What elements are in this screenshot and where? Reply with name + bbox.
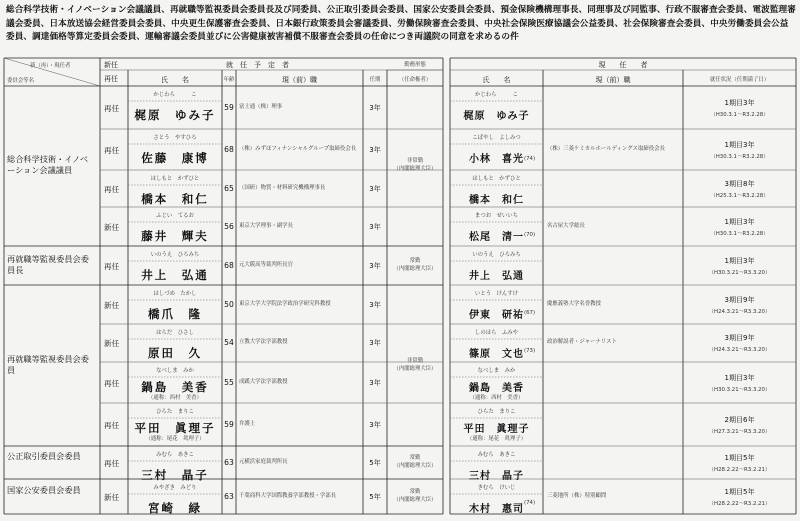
nominee-alias: （通称：尾花 眞理子）	[145, 436, 205, 442]
term-dates: （H30.3.21～R3.3.20）	[708, 269, 771, 276]
current-age: (73)	[524, 348, 536, 354]
nominee-age: 68	[224, 144, 234, 154]
term: 3年	[369, 145, 381, 154]
nominee-name: 鍋島 美香	[141, 380, 209, 394]
committee-name: 国家公安委員会委員	[7, 484, 81, 495]
nominee-name: 三村 晶子	[141, 468, 209, 482]
current-kana: こばやし よしみつ	[472, 135, 521, 141]
header-current-name: 氏 名	[482, 76, 511, 84]
nominee-kana: さとう やすひろ	[153, 135, 197, 141]
document-title: 総合科学技術・イノベーション会議議員、再就職等監視委員会委員長及び同委員、公正取引委員会委員、国家公安委員会委員、預金保険機構理事長、同理事及び同監事、行政不服審査会委員、電波監理審議会委員、日本放送協会経営委員会委員、中央更生保護審査会委員、日本銀行政策委員会審議委員、労働保険審査会委員、中央社会保険医療協議会公益委員、社会保険審査会委員、中央労働委員会公益委員、調達価格等算定委員会委員、運輸審議会委員並びに公害健康被害補償不服審査会委員の任命につき両議院の同意を求めるの件	[6, 5, 796, 42]
current-name: 伊東 研祐	[469, 310, 524, 321]
nominee-age: 54	[224, 338, 234, 347]
nominee-age: 59	[224, 419, 234, 429]
current-name: 三村 晶子	[469, 471, 524, 482]
nominee-age: 63	[224, 491, 234, 501]
appointment-type: 再任	[104, 261, 120, 271]
nominee-name: 橋本 和仁	[141, 192, 209, 206]
nominee-name: 橋爪 隆	[148, 307, 202, 321]
nominee-position: 東京大学大学院法学政治学研究科教授	[239, 300, 331, 307]
current-name: 平田 眞理子	[463, 424, 530, 435]
appointment-type: 再任	[104, 378, 120, 388]
appointment-type: 再任	[104, 458, 120, 468]
nominee-name: 井上 弘通	[141, 268, 209, 282]
current-name: 鍋島 美香	[469, 383, 524, 394]
header-sainin: 再任	[104, 75, 118, 83]
committee-name: 再就職等監視委員会委員長	[7, 253, 89, 275]
committee-name: 公正取引委員会委員	[7, 450, 81, 461]
appointment-type: 再任	[104, 184, 120, 194]
nominee-kana: はしづめ たかし	[153, 291, 197, 297]
term-dates: （H28.2.22～R3.2.21）	[708, 466, 771, 473]
header-term: 任期	[369, 77, 381, 83]
nominee-position: 成蹊大学法学部教授	[239, 378, 288, 385]
nominee-kana: いのうえ ひろみち	[150, 252, 200, 258]
current-kana: みむら あきこ	[477, 452, 516, 458]
work-form: 常勤	[409, 257, 421, 264]
appointment-type: 再任	[104, 420, 120, 430]
nominee-position: 弁護士	[239, 420, 256, 427]
appointment-type: 新任	[104, 339, 120, 348]
term: 3年	[369, 103, 381, 112]
current-kana: かじわら こ	[474, 92, 519, 98]
term: 3年	[369, 222, 381, 231]
nominee-position: 千葉商科大学国際教養学部教授・学部長	[239, 492, 337, 499]
nominee-name: 梶原 ゆみ子	[134, 108, 216, 122]
term-status: 1期目5年	[724, 487, 755, 496]
header-age: 年齢	[223, 77, 235, 83]
current-position: （株）三菱ケミカルホールディングス取締役会長	[547, 145, 665, 152]
term: 5年	[369, 458, 381, 467]
appointer: （内閣総理大臣）	[393, 365, 437, 372]
header-org-top: 新（再）・現任者	[30, 63, 71, 69]
term-status: 1期目3年	[724, 373, 755, 382]
current-position: 三菱地所（株）特別顧問	[547, 492, 607, 499]
term-dates: （H28.2.22～R3.2.21）	[708, 500, 771, 507]
term: 3年	[369, 184, 381, 193]
nominee-age: 50	[224, 299, 234, 309]
current-name: 木村 惠司	[469, 504, 524, 515]
term-dates: （H25.3.1～R3.2.28）	[710, 192, 769, 199]
nominee-kana: はしもと かずひと	[150, 176, 200, 182]
appointment-type: 新任	[104, 492, 120, 502]
appointer: （内閣総理大臣）	[393, 265, 437, 272]
appointer: （内閣総理大臣）	[393, 166, 437, 172]
current-alias: （通称：尾花 眞理子）	[466, 436, 527, 442]
current-name: 小林 喜光	[469, 154, 524, 165]
committee-name: 再就職等監視委員会委員	[7, 353, 89, 375]
header-current-position: 現（前）職	[595, 76, 631, 84]
term-status: 2期目6年	[724, 415, 755, 424]
appointment-type: 再任	[104, 103, 120, 113]
term-status: 1期目3年	[724, 217, 755, 226]
current-kana: いとう けんすけ	[474, 291, 519, 297]
term-status: 1期目3年	[724, 140, 755, 149]
term-dates: （H24.3.21～R3.3.20）	[708, 347, 771, 353]
nominee-age: 63	[224, 457, 234, 467]
header-appointer: （任命権者）	[398, 77, 432, 83]
current-kana: しのはら ふみや	[474, 330, 519, 336]
term: 3年	[369, 339, 381, 347]
nominee-position: 元横浜家庭裁判所長	[239, 458, 288, 465]
nominee-age: 59	[224, 102, 234, 112]
nominee-kana: はらだ ひさし	[156, 330, 194, 336]
nominee-age: 56	[224, 221, 234, 231]
term-status: 3期目9年	[724, 334, 755, 342]
nominee-alias: （通称：西村 美香）	[148, 395, 202, 401]
nominee-name: 藤井 輝夫	[141, 229, 209, 243]
appointer: （内閣総理大臣）	[393, 496, 437, 503]
current-name: 橋本 和仁	[469, 195, 524, 206]
current-kana: はしもと かずひと	[472, 176, 521, 182]
nominee-position: 立教大学法学部教授	[239, 339, 288, 345]
term: 5年	[369, 492, 381, 501]
nominee-name: 原田 久	[148, 346, 202, 360]
current-name: 松尾 清一	[469, 232, 524, 243]
current-name: 梶原 ゆみ子	[463, 111, 530, 122]
term-status: 1期目3年	[724, 98, 755, 107]
header-nominee-name: 氏 名	[161, 76, 189, 84]
current-name: 篠原 文也	[469, 349, 524, 360]
nominee-name: 平田 眞理子	[134, 421, 216, 435]
work-form: 非常勤	[406, 158, 424, 164]
term-dates: （H24.3.21～R3.3.20）	[708, 308, 771, 315]
current-age: (74)	[524, 156, 536, 162]
appointment-type: 新任	[104, 222, 120, 232]
work-form: 常勤	[409, 454, 421, 461]
header-status: 就任状況（任期満了日）	[709, 77, 770, 83]
current-kana: ひらた まりこ	[477, 409, 516, 415]
current-age: (74)	[524, 500, 536, 506]
nominee-position: 東京大学理事・副学長	[239, 222, 293, 229]
current-position: 政治解説者・ジャーナリスト	[547, 339, 617, 345]
current-alias: （通称：西村 美香）	[469, 395, 524, 401]
current-age: (70)	[524, 232, 536, 238]
nominee-age: 68	[224, 260, 234, 270]
term-status: 1期目5年	[724, 453, 755, 462]
nominee-kana: みやざき みどり	[153, 485, 197, 491]
current-kana: きむら けいじ	[477, 485, 516, 491]
header-work-form: 勤務形態	[404, 62, 426, 68]
header-current-group: 現 任 者	[598, 61, 648, 69]
appointment-type: 再任	[104, 145, 120, 155]
nominee-kana: みむら あきこ	[156, 452, 194, 458]
nominee-kana: ふじい てるお	[156, 213, 194, 219]
header-shinnin: 新任	[104, 61, 118, 69]
term: 3年	[369, 300, 381, 309]
header-nominee-group: 就 任 予 定 者	[226, 61, 289, 69]
current-kana: いのうえ ひろみち	[472, 252, 521, 258]
current-age: (67)	[524, 310, 536, 316]
nominee-kana: なべしま みか	[156, 368, 194, 374]
committee-name: 総合科学技術・イノベーション会議議員	[7, 154, 89, 175]
term-dates: （H30.3.1～R3.2.28）	[710, 230, 769, 237]
term-status: 3期目9年	[724, 295, 755, 304]
nominee-name: 佐藤 康博	[141, 151, 209, 165]
appointment-type: 新任	[104, 300, 120, 310]
current-kana: なべしま みか	[477, 368, 516, 374]
header-org-bottom: 委員会等名	[7, 78, 34, 84]
current-position: 名古屋大学総長	[547, 222, 585, 229]
term-dates: （H27.3.21～R3.3.20）	[708, 428, 771, 435]
nominee-position: （株）みずほフィナンシャルグループ取締役会長	[239, 145, 357, 152]
term: 3年	[369, 378, 381, 387]
term: 3年	[369, 261, 381, 270]
current-name: 井上 弘通	[469, 271, 524, 282]
term-status: 3期目8年	[724, 179, 755, 188]
work-form: 非常勤	[406, 357, 424, 364]
work-form: 常勤	[409, 488, 421, 495]
nominee-age: 55	[224, 377, 234, 387]
term-dates: （H30.3.1～R3.2.28）	[710, 111, 769, 118]
nominee-age: 65	[224, 183, 234, 193]
nominee-position: （国研）物質・材料研究機構理事長	[239, 184, 326, 191]
appointer: （内閣総理大臣）	[393, 462, 437, 469]
nominee-kana: かじわら こ	[153, 92, 197, 98]
nominee-position: 元大阪高等裁判所長官	[239, 261, 293, 268]
header-nominee-position: 現（前）職	[282, 76, 317, 84]
term: 3年	[369, 420, 381, 429]
term-dates: （H30.3.21～R3.3.20）	[708, 386, 771, 393]
term-status: 1期目3年	[724, 256, 755, 265]
term-dates: （H30.3.1～R3.2.28）	[710, 153, 769, 160]
current-kana: まつお せいいち	[474, 213, 519, 219]
current-position: 慶應義塾大学名誉教授	[547, 300, 601, 307]
nominee-kana: ひらた まりこ	[156, 409, 194, 415]
nominee-position: 富士通（株）理事	[239, 103, 283, 110]
nominee-name: 宮崎 緑	[148, 501, 202, 515]
